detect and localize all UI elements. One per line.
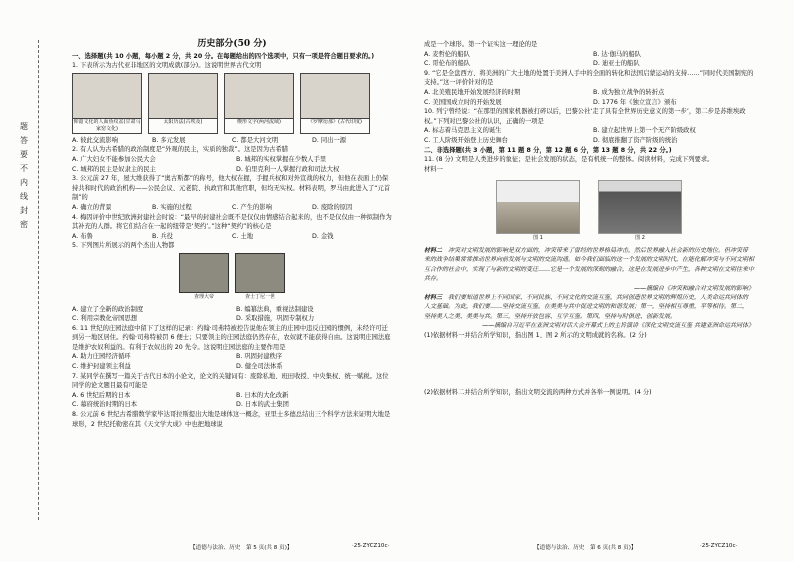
option-d: D. 健全司法体系 — [236, 363, 283, 371]
margin-char: 封 — [20, 206, 28, 215]
option-a: A. 北美殖民地开始发展经济的时期 — [424, 88, 521, 96]
section-instruction: 一、选择题(共 10 小题，每小题 2 分，共 20 分。在每题给出的四个选项中，只有一项是符合题目要求的。) — [72, 52, 375, 60]
option-b: B. 建立起世界上第一个无产阶级政权 — [593, 127, 696, 135]
portrait-justinian — [235, 253, 285, 293]
option-a: A. 广大妇女不能参加公民大会 — [72, 155, 156, 163]
option-a: A. 确立的背景 — [72, 203, 112, 211]
pyramids-image — [496, 180, 580, 234]
option-a: A. 彼此交流影响 — [72, 136, 118, 144]
question-4: 4. 梅因评价中世纪欧洲封建社会时说：“最早的封建社会既不是仅仅由情感结合起来的，也不是仅仅由一种拟制作为其补充的人群。将它们结合在一起的纽带是‘契约’。”这种“契约”的核心是 — [72, 213, 392, 231]
q7-options — [72, 391, 392, 410]
portrait-pair: 查理大帝 查士丁尼一世 — [72, 253, 392, 303]
page-5 — [72, 40, 392, 429]
q9-options — [424, 88, 754, 107]
q4-options — [72, 232, 392, 242]
material-2: 材料二 冲突对文明发展的影响是双方面的，冲突带来了曾经的世界格局冲击，然后世界融入社会新的历史地位。但冲突带来的战争结果常常推动世界向前发展与文明的交流沟通。如今我们面临的这一个发展的文明时代，在能化解冲突与不同文明相互合作的社会中，实现了与新的文明的变迁……它是一个发展的深刻的融合，这是在发展进步中产生，各种文明在文明往来中共存。 — [424, 246, 755, 283]
option-b: B. 多元发展 — [152, 136, 186, 144]
option-b: B. 日本的大化改新 — [236, 391, 289, 399]
subquestion-2: (2)依据材料二并结合所学知识，指出文明交流的两种方式并各举一例说明。(4 分) — [424, 389, 652, 397]
option-a: A. 助力庄园经济循环 — [72, 353, 131, 361]
material-1-images: 图 1 图 2 — [424, 180, 754, 244]
margin-char: 不 — [20, 164, 28, 173]
question-6: 6. 11 世纪的庄园法庭中留下了这样的记录：约翰·司弗特被控告说他在领主的庄园中违反庄园的惯例，未经许可迁到另一地区居住。约翰·司弗特被罚 6 便士；只要领主的庄园法庭仍然存在，农奴就不能获得自由。这说明庄园法庭是维护农奴利益的。有利于农奴出的 20 先令。这说明庄园法庭的主要作用是 — [72, 324, 391, 351]
section-instruction-2: 二、非选择题(共 3 小题，第 11 题 8 分，第 12 题 6 分，第 13 题 8 分，共 22 分。) — [424, 146, 672, 154]
artifact-ramayana: 《罗摩衍那》(古代印度) — [300, 73, 370, 134]
option-c: C. 利用宗教化帝国思想 — [72, 315, 138, 323]
portrait-charlemagne — [179, 253, 229, 293]
option-a: A. 建立了全新的政治制度 — [72, 305, 144, 313]
answer-space-1[interactable] — [424, 340, 754, 388]
question-8: 8. 公元前 6 世纪古希腊数学家毕达哥拉斯提出大地是球体这一概念，亚里士多德总结出三个科学方法来证明大地是球形，2 世纪托勒密在其《天文学大成》中也把地球说 — [72, 411, 391, 428]
q6-options — [72, 352, 392, 371]
question-8-cont: 成是一个球形。第一个证实这一理论的是 — [424, 41, 538, 48]
q5-options — [72, 305, 392, 324]
option-d: D. 废除的原因 — [312, 203, 353, 211]
option-c: C. 城邦的民主是奴隶主的民主 — [72, 165, 156, 173]
option-c: C. 都是大河文明 — [232, 136, 279, 144]
option-c: C. 工人阶级开始登上历史舞台 — [424, 136, 508, 144]
option-c: C. 幕府统治时期的日本 — [72, 401, 138, 409]
option-b: B. 成为独立战争的转折点 — [593, 88, 665, 96]
footer-left: 【道德与法治、历史 第 5 页(共 8 页)】 — [190, 545, 293, 551]
question-10: 10. 列宁曾经说：“在那里的国家机器被打碎以后，巴黎公社‘走了具有全世界历史意义的第一步’，第二步是苏维埃政权。”下列对巴黎公社的认识，正确的一项是 — [424, 108, 746, 125]
material-3: 材料三 我们要知道世界上不同国家、不同民族、不同文化的交流互鉴，共同创造世界文明的辉煌历史，人类命运共同体的人文基础。为此，我们要……坚持交流互鉴，在美美与共中促进文明的和谐发展；第一，坚持相互尊重，平等相待。第二，坚持美人之美、美美与共。第三，坚持开放包容、互学互鉴。第四，坚持与时俱进、创新发展。 — [424, 293, 749, 320]
footer-right: 【道德与法治、历史 第 6 页(共 8 页)】 — [534, 545, 637, 551]
option-d: D. 同出一源 — [312, 136, 347, 144]
artifact-pottery: 仰韶文化的人面鱼纹盆(甘肃马家窑文化) — [72, 73, 142, 134]
option-d: D. 伯里克利一人掌握行政和司法大权 — [236, 165, 340, 173]
material-2-source: ——摘编自《冲突和融合对文明发展的影响》 — [633, 284, 754, 292]
option-d: D. 金钱 — [312, 232, 334, 240]
question-2: 2. 有人认为古希腊的政治制度是“外观的民主，实质的独裁”。这是因为古希腊 — [72, 146, 289, 154]
option-a: A. 6 世纪后期的日本 — [72, 391, 131, 399]
question-3: 3. 公元前 27 年，屋大维获得了“奥古斯都”的称号，他大权在握，手握兵权和对外宣战的权力，但他在表面上仍保持共和时代的政治机构——公民会议、元老院、执政官和其他官职，但均无实权。材料表明，罗马由此进入了“元首制”的 — [72, 175, 391, 202]
option-d: D. 日本的武士集团 — [236, 401, 289, 409]
margin-char: 要 — [20, 150, 28, 159]
q10-options — [424, 126, 754, 145]
option-c: C. 产生的影响 — [232, 203, 272, 211]
q2-options — [72, 155, 392, 174]
option-b: B. 巩固封建秩序 — [236, 353, 283, 361]
option-a: A. 标志着马克思主义的诞生 — [424, 127, 502, 135]
option-d: D. 采取措施，巩固专制权力 — [236, 315, 315, 323]
question-7: 7. 某同学在撰写一篇关于古代日本的小论文，论文的关键词有：废除私地、班田收授、中央集权、统一赋税。这位同学的论文题目最有可能是 — [72, 372, 389, 390]
option-c: C. 美国国成立时的开始发展 — [424, 98, 502, 106]
option-d: D. 迪亚士的船队 — [593, 60, 640, 68]
binding-margin — [18, 120, 30, 420]
colosseum-image — [598, 180, 682, 234]
question-9: 9. “它是全盘西方、将美洲的广大土地的处置于美洲人手中的全面的转化和法国启蒙运动的支持……”同时代美国制宪的支持。”这一评价针对的是 — [424, 69, 754, 87]
option-b: B. 城邦的实权掌握在少数人手里 — [236, 155, 327, 163]
code-right: ·25·ZYCZ10c· — [700, 543, 738, 549]
margin-char: 密 — [20, 220, 28, 229]
option-c: C. 维护封建领主利益 — [72, 363, 131, 371]
subquestion-1: (1)依据材料一并结合所学知识，指出图 1、图 2 所示的文明成就的名称。(2 分) — [424, 331, 647, 339]
q3-options — [72, 203, 392, 213]
page-6 — [424, 40, 754, 398]
material-1-label: 材料一 — [424, 165, 443, 173]
option-b: B. 实施的过程 — [152, 203, 192, 211]
question-5: 5. 下列图片所展示的两个杰出人物都 — [72, 242, 175, 250]
option-a: A. 布鲁 — [72, 232, 93, 240]
option-c: C. 哥伦布的船队 — [424, 60, 471, 68]
option-b: B. 编纂法典，重视法制建设 — [236, 305, 314, 313]
option-b: B. 达·伽马的船队 — [593, 50, 642, 58]
question-1: 1. 下表所示为古代亚非地区的文明成就(部分)。这说明世界古代文明 — [72, 62, 262, 70]
question-11: 11. (8 分) 文明是人类进步的象征；是社会发展的状态，是有机统一的整体。阅读材料，完成下列要求。 — [424, 156, 714, 164]
artifact-table — [72, 73, 392, 134]
section-title: 历史部分(50 分) — [197, 39, 267, 49]
code-left: ·25·ZYCZ10c· — [352, 543, 390, 549]
q8-options — [424, 50, 754, 69]
margin-char: 题 — [20, 122, 28, 131]
cut-line — [38, 40, 39, 520]
artifact-sun-calendar: 太阳历法(古埃及) — [148, 73, 218, 134]
option-b: B. 兵役 — [152, 232, 173, 240]
artifact-cuneiform: 楔形文字(两河流域) — [224, 73, 294, 134]
option-d: D. 1776 年《独立宣言》颁布 — [593, 98, 677, 106]
margin-char: 线 — [20, 192, 28, 201]
margin-char: 内 — [20, 178, 28, 187]
q1-options — [72, 136, 392, 146]
material-3-source: ——摘编自习近平在亚洲文明对话大会开幕式上的主旨演讲《深化文明交流互鉴 共建亚洲命运共同体》 — [482, 322, 754, 330]
option-a: A. 麦哲伦的船队 — [424, 50, 470, 58]
option-d: D. 彻底推翻了资产阶级的统治 — [593, 136, 678, 144]
margin-char: 答 — [20, 136, 28, 145]
option-c: C. 土地 — [232, 232, 253, 240]
